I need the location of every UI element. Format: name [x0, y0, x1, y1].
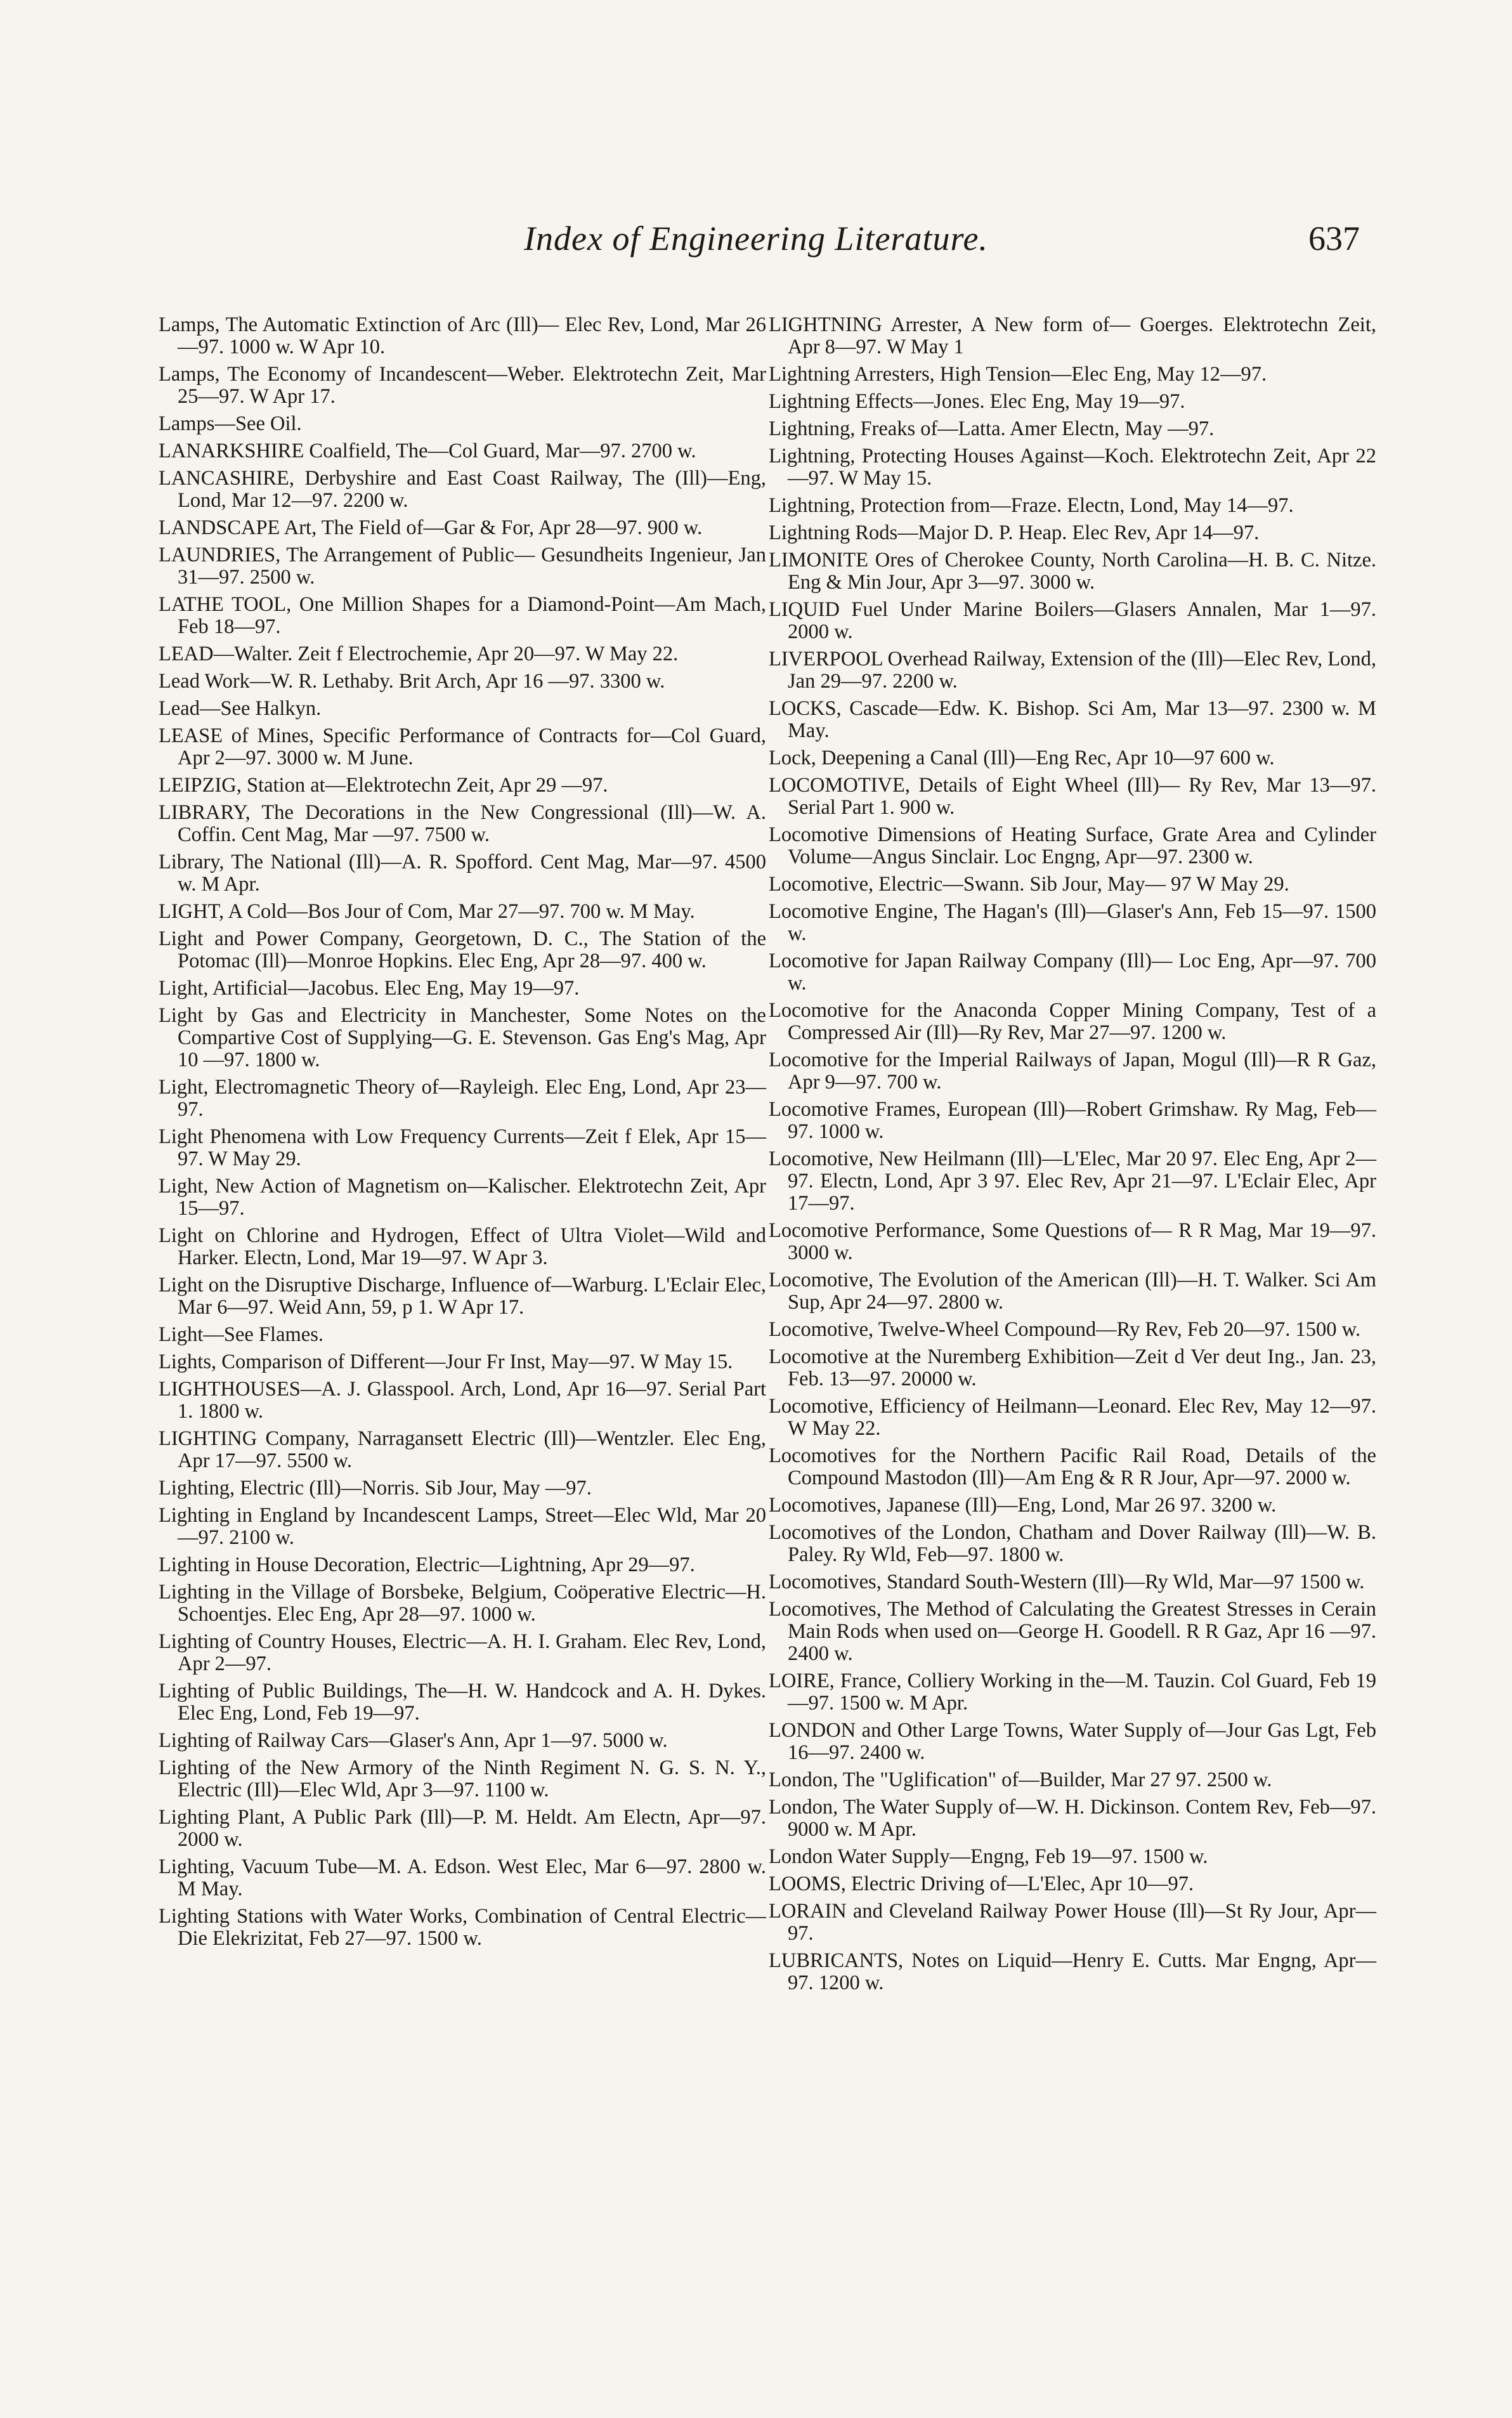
- index-entry: Lamps, The Automatic Extinction of Arc (Ill)— Elec Rev, Lond, Mar 26—97. 1000 w. W Apr 10.: [159, 313, 766, 358]
- index-entry: Light on the Disruptive Discharge, Influence of—Warburg. L'Eclair Elec, Mar 6—97. Weid Ann, 59, p 1. W Apr 17.: [159, 1274, 766, 1319]
- index-entry: Light—See Flames.: [159, 1323, 323, 1346]
- index-entry: Lighting of Country Houses, Electric—A. H. I. Graham. Elec Rev, Lond, Apr 2—97.: [159, 1630, 766, 1675]
- index-entry: Lighting, Electric (Ill)—Norris. Sib Jour, May —97.: [159, 1477, 592, 1500]
- index-entry: LANARKSHIRE Coalfield, The—Col Guard, Mar—97. 2700 w.: [159, 440, 696, 462]
- index-entry: LOOMS, Electric Driving of—L'Elec, Apr 10—97.: [769, 1872, 1194, 1895]
- index-entry: Lead—See Halkyn.: [159, 697, 322, 720]
- index-entry: LANDSCAPE Art, The Field of—Gar & For, Apr 28—97. 900 w.: [159, 516, 703, 539]
- index-entry: LOIRE, France, Colliery Working in the—M. Tauzin. Col Guard, Feb 19—97. 1500 w. M Apr.: [769, 1670, 1376, 1715]
- index-entry: Lightning Arresters, High Tension—Elec Eng, May 12—97.: [769, 363, 1267, 386]
- index-entry: Light by Gas and Electricity in Manchester, Some Notes on the Compartive Cost of Supplying—G. E. Stevenson. Gas Eng's Mag, Apr 10 —97. 1800 w.: [159, 1004, 766, 1071]
- page-number: 637: [1308, 219, 1360, 258]
- index-entry: LIGHTING Company, Narragansett Electric (Ill)—Wentzler. Elec Eng, Apr 17—97. 5500 w.: [159, 1427, 766, 1472]
- index-entry: London Water Supply—Engng, Feb 19—97. 1500 w.: [769, 1845, 1208, 1868]
- index-entry: Light, Artificial—Jacobus. Elec Eng, May 19—97.: [159, 977, 580, 1000]
- index-entry: Locomotives, The Method of Calculating the Greatest Stresses in Cerain Main Rods when used on—George H. Goodell. R R Gaz, Apr 16 —97. 2400 w.: [769, 1598, 1376, 1665]
- index-entry: Locomotive at the Nuremberg Exhibition—Zeit d Ver deut Ing., Jan. 23, Feb. 13—97. 20000 w.: [769, 1345, 1376, 1390]
- index-entry: Locomotive for the Imperial Railways of Japan, Mogul (Ill)—R R Gaz, Apr 9—97. 700 w.: [769, 1049, 1376, 1094]
- index-entry: LIQUID Fuel Under Marine Boilers—Glasers Annalen, Mar 1—97. 2000 w.: [769, 598, 1376, 643]
- index-entry: Lamps—See Oil.: [159, 412, 302, 435]
- index-entry: Locomotives, Japanese (Ill)—Eng, Lond, Mar 26 97. 3200 w.: [769, 1494, 1277, 1517]
- index-entry: Locomotives for the Northern Pacific Rail Road, Details of the Compound Mastodon (Ill)—Am Eng & R R Jour, Apr—97. 2000 w.: [769, 1444, 1376, 1489]
- index-column-right: [769, 314, 1376, 1999]
- index-entry: Light, Electromagnetic Theory of—Rayleigh. Elec Eng, Lond, Apr 23—97.: [159, 1076, 766, 1121]
- index-entry: Lighting Plant, A Public Park (Ill)—P. M. Heldt. Am Electn, Apr—97. 2000 w.: [159, 1806, 766, 1851]
- running-title: Index of Engineering Literature.: [524, 219, 988, 258]
- index-entry: Light and Power Company, Georgetown, D. C., The Station of the Potomac (Ill)—Monroe Hopkins. Elec Eng, Apr 28—97. 400 w.: [159, 927, 766, 972]
- index-entry: Lighting Stations with Water Works, Combination of Central Electric—Die Elekrizitat, Feb 27—97. 1500 w.: [159, 1905, 766, 1950]
- index-entry: Locomotive for the Anaconda Copper Mining Company, Test of a Compressed Air (Ill)—Ry Rev, Mar 27—97. 1200 w.: [769, 999, 1376, 1044]
- index-entry: London, The "Uglification" of—Builder, Mar 27 97. 2500 w.: [769, 1768, 1272, 1791]
- index-entry: Locomotive Engine, The Hagan's (Ill)—Glaser's Ann, Feb 15—97. 1500 w.: [769, 900, 1376, 945]
- index-entry: Lightning, Protection from—Fraze. Electn, Lond, May 14—97.: [769, 494, 1294, 517]
- index-entry: Library, The National (Ill)—A. R. Spofford. Cent Mag, Mar—97. 4500 w. M Apr.: [159, 851, 766, 896]
- index-entry: Lock, Deepening a Canal (Ill)—Eng Rec, Apr 10—97 600 w.: [769, 747, 1275, 769]
- index-entry: Light Phenomena with Low Frequency Currents—Zeit f Elek, Apr 15—97. W May 29.: [159, 1125, 766, 1170]
- index-entry: Lamps, The Economy of Incandescent—Weber. Elektrotechn Zeit, Mar 25—97. W Apr 17.: [159, 363, 766, 408]
- index-entry: LIBRARY, The Decorations in the New Congressional (Ill)—W. A. Coffin. Cent Mag, Mar —97. 7500 w.: [159, 801, 766, 846]
- index-entry: LIGHTHOUSES—A. J. Glasspool. Arch, Lond, Apr 16—97. Serial Part 1. 1800 w.: [159, 1378, 766, 1423]
- index-entry: Locomotive, Efficiency of Heilmann—Leonard. Elec Rev, May 12—97. W May 22.: [769, 1395, 1376, 1440]
- index-entry: Locomotive, Twelve-Wheel Compound—Ry Rev, Feb 20—97. 1500 w.: [769, 1318, 1361, 1341]
- index-entry: Locomotive Performance, Some Questions of— R R Mag, Mar 19—97. 3000 w.: [769, 1219, 1376, 1264]
- index-entry: Lead Work—W. R. Lethaby. Brit Arch, Apr 16 —97. 3300 w.: [159, 670, 665, 693]
- index-entry: Lighting of Public Buildings, The—H. W. Handcock and A. H. Dykes. Elec Eng, Lond, Feb 19—97.: [159, 1680, 766, 1725]
- index-entry: Lightning, Protecting Houses Against—Koch. Elektrotechn Zeit, Apr 22—97. W May 15.: [769, 445, 1376, 490]
- index-entry: LEASE of Mines, Specific Performance of Contracts for—Col Guard, Apr 2—97. 3000 w. M June.: [159, 724, 766, 769]
- index-entry: Lighting in England by Incandescent Lamps, Street—Elec Wld, Mar 20—97. 2100 w.: [159, 1504, 766, 1549]
- index-entry: LIGHTNING Arrester, A New form of— Goerges. Elektrotechn Zeit, Apr 8—97. W May 1: [769, 313, 1376, 358]
- index-entry: Lightning, Freaks of—Latta. Amer Electn, May —97.: [769, 417, 1215, 440]
- index-entry: LIGHT, A Cold—Bos Jour of Com, Mar 27—97. 700 w. M May.: [159, 900, 695, 923]
- index-entry: LIMONITE Ores of Cherokee County, North Carolina—H. B. C. Nitze. Eng & Min Jour, Apr 3—97. 3000 w.: [769, 549, 1376, 594]
- index-entry: Lighting in House Decoration, Electric—Lightning, Apr 29—97.: [159, 1553, 695, 1576]
- index-entry: LONDON and Other Large Towns, Water Supply of—Jour Gas Lgt, Feb 16—97. 2400 w.: [769, 1719, 1376, 1764]
- index-entry: Lighting of Railway Cars—Glaser's Ann, Apr 1—97. 5000 w.: [159, 1729, 668, 1752]
- index-entry: LOCKS, Cascade—Edw. K. Bishop. Sci Am, Mar 13—97. 2300 w. M May.: [769, 697, 1376, 742]
- index-entry: Locomotives of the London, Chatham and Dover Railway (Ill)—W. B. Paley. Ry Wld, Feb—97. 1800 w.: [769, 1521, 1376, 1566]
- index-entry: Locomotive, The Evolution of the American (Ill)—H. T. Walker. Sci Am Sup, Apr 24—97. 2800 w.: [769, 1269, 1376, 1314]
- index-entry: Locomotive, New Heilmann (Ill)—L'Elec, Mar 20 97. Elec Eng, Apr 2—97. Electn, Lond, Apr 3 97. Elec Rev, Apr 21—97. L'Eclair Elec, Apr 17—97.: [769, 1147, 1376, 1215]
- index-entry: Lighting of the New Armory of the Ninth Regiment N. G. S. N. Y., Electric (Ill)—Elec Wld, Apr 3—97. 1100 w.: [159, 1756, 766, 1801]
- index-entry: Locomotive, Electric—Swann. Sib Jour, May— 97 W May 29.: [769, 873, 1289, 896]
- index-entry: London, The Water Supply of—W. H. Dickinson. Contem Rev, Feb—97. 9000 w. M Apr.: [769, 1796, 1376, 1841]
- index-entry: LORAIN and Cleveland Railway Power House (Ill)—St Ry Jour, Apr—97.: [769, 1900, 1376, 1945]
- index-entry: Light, New Action of Magnetism on—Kalischer. Elektrotechn Zeit, Apr 15—97.: [159, 1175, 766, 1220]
- index-entry: Locomotive Frames, European (Ill)—Robert Grimshaw. Ry Mag, Feb—97. 1000 w.: [769, 1098, 1376, 1143]
- index-entry: LIVERPOOL Overhead Railway, Extension of the (Ill)—Elec Rev, Lond, Jan 29—97. 2200 w.: [769, 648, 1376, 693]
- index-entry: Locomotive Dimensions of Heating Surface, Grate Area and Cylinder Volume—Angus Sinclair. Loc Engng, Apr—97. 2300 w.: [769, 823, 1376, 868]
- index-entry: Lights, Comparison of Different—Jour Fr Inst, May—97. W May 15.: [159, 1350, 733, 1373]
- index-entry: LOCOMOTIVE, Details of Eight Wheel (Ill)— Ry Rev, Mar 13—97. Serial Part 1. 900 w.: [769, 774, 1376, 819]
- index-entry: Locomotive for Japan Railway Company (Ill)— Loc Eng, Apr—97. 700 w.: [769, 950, 1376, 995]
- index-entry: Lightning Rods—Major D. P. Heap. Elec Rev, Apr 14—97.: [769, 521, 1260, 544]
- index-column-left: [159, 314, 766, 1955]
- index-entry: LEIPZIG, Station at—Elektrotechn Zeit, Apr 29 —97.: [159, 774, 608, 797]
- index-entry: LUBRICANTS, Notes on Liquid—Henry E. Cutts. Mar Engng, Apr—97. 1200 w.: [769, 1949, 1376, 1994]
- index-entry: Lightning Effects—Jones. Elec Eng, May 19—97.: [769, 390, 1185, 413]
- index-entry: LAUNDRIES, The Arrangement of Public— Gesundheits Ingenieur, Jan 31—97. 2500 w.: [159, 544, 766, 589]
- index-entry: Lighting, Vacuum Tube—M. A. Edson. West Elec, Mar 6—97. 2800 w. M May.: [159, 1855, 766, 1900]
- index-entry: Lighting in the Village of Borsbeke, Belgium, Coöperative Electric—H. Schoentjes. Elec Eng, Apr 28—97. 1000 w.: [159, 1581, 766, 1626]
- index-entry: Light on Chlorine and Hydrogen, Effect of Ultra Violet—Wild and Harker. Electn, Lond, Mar 19—97. W Apr 3.: [159, 1224, 766, 1269]
- index-entry: Locomotives, Standard South-Western (Ill)—Ry Wld, Mar—97 1500 w.: [769, 1571, 1365, 1593]
- index-entry: LANCASHIRE, Derbyshire and East Coast Railway, The (Ill)—Eng, Lond, Mar 12—97. 2200 w.: [159, 467, 766, 512]
- index-entry: LATHE TOOL, One Million Shapes for a Diamond-Point—Am Mach, Feb 18—97.: [159, 593, 766, 638]
- index-entry: LEAD—Walter. Zeit f Electrochemie, Apr 20—97. W May 22.: [159, 643, 679, 665]
